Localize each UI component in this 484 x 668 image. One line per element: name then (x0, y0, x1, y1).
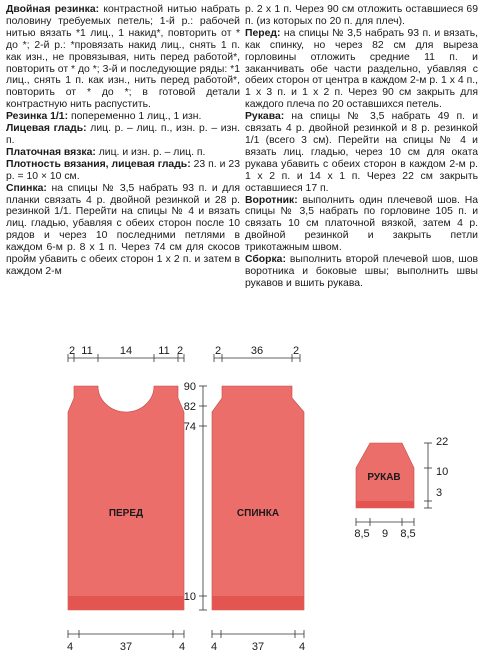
section-body: попеременно 1 лиц., 1 изн. (68, 111, 202, 123)
right-text-column (245, 4, 478, 290)
sleeve-piece (354, 436, 448, 540)
section-heading: Плотность вязания, лицевая гладь: (6, 158, 191, 170)
section-heading: Перед: (245, 27, 281, 39)
section-body: р. 2 х 1 п. Через 90 см отложить оставшиеся 69 п. (из которых по 20 п. для плеч). (245, 4, 478, 27)
sleeve-height-dim: 3 (436, 487, 443, 499)
back-bottom-dim: 4 (210, 641, 218, 653)
sleeve-height-dim: 22 (436, 436, 449, 448)
back-bottom-dim: 37 (251, 641, 265, 653)
front-label: ПЕРЕД (108, 508, 144, 519)
front-top-dim: 2 (176, 345, 184, 357)
right-paragraph (245, 111, 478, 194)
height-dim: 10 (183, 591, 196, 603)
section-heading: Спинка: (6, 182, 47, 194)
right-paragraph (245, 28, 478, 111)
sleeve-height-dim: 10 (436, 466, 449, 478)
section-heading: Лицевая гладь: (6, 123, 87, 135)
sleeve-bottom-dim: 8,5 (354, 528, 370, 540)
front-top-dim: 2 (68, 345, 76, 357)
sleeve-bottom-dim: 9 (381, 528, 389, 540)
left-paragraph (6, 123, 240, 147)
section-body: 23 п. и 23 р. = 10 × 10 см. (6, 158, 240, 182)
height-scale (184, 381, 207, 610)
sleeve-label: РУКАВ (367, 472, 401, 483)
section-body: на спицы № 3,5 набрать 49 п. и связать 4 р. двойной резинкой и 8 р. резинкой 1/1 (всего 3 см). Перейти на спицы № 4 и вязать лиц. гладью, через 10 см для оката рукава убавить с обеих сторон в каждом 2-м р. 1 х 2 п. и 14 х 1 п. Через 22 см закрыть оставшиеся 17 п. (245, 111, 478, 194)
left-paragraph (6, 111, 240, 123)
left-paragraph (6, 147, 240, 159)
section-body: на спицы № 3,5 набрать 93 п. и вязать, как спинку, но через 82 см для выреза горловины отложить средние 11 п. и заканчивать обе части раздельно, убавляя с обеих сторон от центра в каждом 2-м р. 1 х 4 п., 1 х 3 п. и 1 х 2 п. Через 90 см закрыть для каждого плеча по 20 оставшихся петель. (245, 27, 478, 111)
back-top-dim: 2 (214, 345, 222, 357)
section-heading: Двойная резинка: (6, 4, 100, 15)
section-body: выполнить один плечевой шов. На спицы № 3,5 набрать по горловине 105 п. и связать 10 см платочной вязкой, затем 4 р. двойной резинкой и закрыть петли трикотажным швом. (245, 194, 478, 254)
front-top-dim: 14 (119, 345, 133, 357)
section-heading: Платочная вязка: (6, 146, 96, 158)
section-body: на спицы № 3,5 набрать 93 п. и для планки связать 4 р. двойной резинкой и 28 р. резинкой 1/1. Перейти на спицы № 4 и вязать лиц. гладью, убавляя с обеих сторон после 10 рядов и через 10 последними петлями в каждом 6-м р. 8 х 1 п. Через 74 см для скосов пройм убавить с обеих сторон 1 х 2 п. и затем в каждом 2-м (6, 182, 240, 277)
height-dim: 74 (183, 421, 196, 433)
front-bottom-dim: 37 (119, 641, 133, 653)
section-body: лиц. и изн. р. – лиц. п. (95, 146, 206, 158)
left-text-column (6, 4, 240, 278)
right-paragraph (245, 254, 478, 290)
right-paragraph (245, 195, 478, 255)
sleeve-bottom-dim: 8,5 (400, 528, 416, 540)
front-bottom-dim: 4 (178, 641, 186, 653)
back-top-dim: 2 (292, 345, 300, 357)
section-heading: Воротник: (245, 194, 298, 206)
left-paragraph (6, 183, 240, 278)
pattern-diagrams (0, 340, 484, 668)
left-paragraph (6, 4, 240, 111)
front-bottom-dim: 4 (66, 641, 74, 653)
section-body: контрастной нитью набрать половину требуемых петель; 1-й р.: рабочей нитью вязать *1 лиц., 1 накид*, повторить от * до *; 2-й р.: *провязать накид лиц., снять 1 п. как изн., не провязывая, нить перед работой*, повторить от * до *; 3-й и последующие ряды: *1 лиц., снять 1 п. как изн., нить перед работой*, повторить от * до *; в готовой детали контрастную нить распустить. (6, 4, 240, 111)
right-paragraph (245, 4, 478, 28)
left-paragraph (6, 159, 240, 183)
front-top-dim: 11 (81, 345, 93, 357)
back-bottom-dim: 4 (298, 641, 306, 653)
height-dim: 90 (183, 381, 196, 393)
section-heading: Резинка 1/1: (6, 111, 69, 123)
height-dim: 82 (183, 401, 196, 413)
front-piece (67, 345, 185, 653)
section-heading: Сборка: (245, 254, 286, 266)
back-top-dim: 36 (250, 345, 264, 357)
section-body: выполнить второй плечевой шов, шов воротника и боковые швы; выполнить швы рукавов и вшить рукава. (245, 254, 478, 289)
section-heading: Рукава: (245, 111, 285, 123)
section-body: лиц. р. – лиц. п., изн. р. – изн. п. (6, 123, 240, 146)
back-piece (211, 345, 305, 653)
back-label: СПИНКА (236, 508, 280, 519)
front-top-dim: 11 (158, 345, 170, 357)
